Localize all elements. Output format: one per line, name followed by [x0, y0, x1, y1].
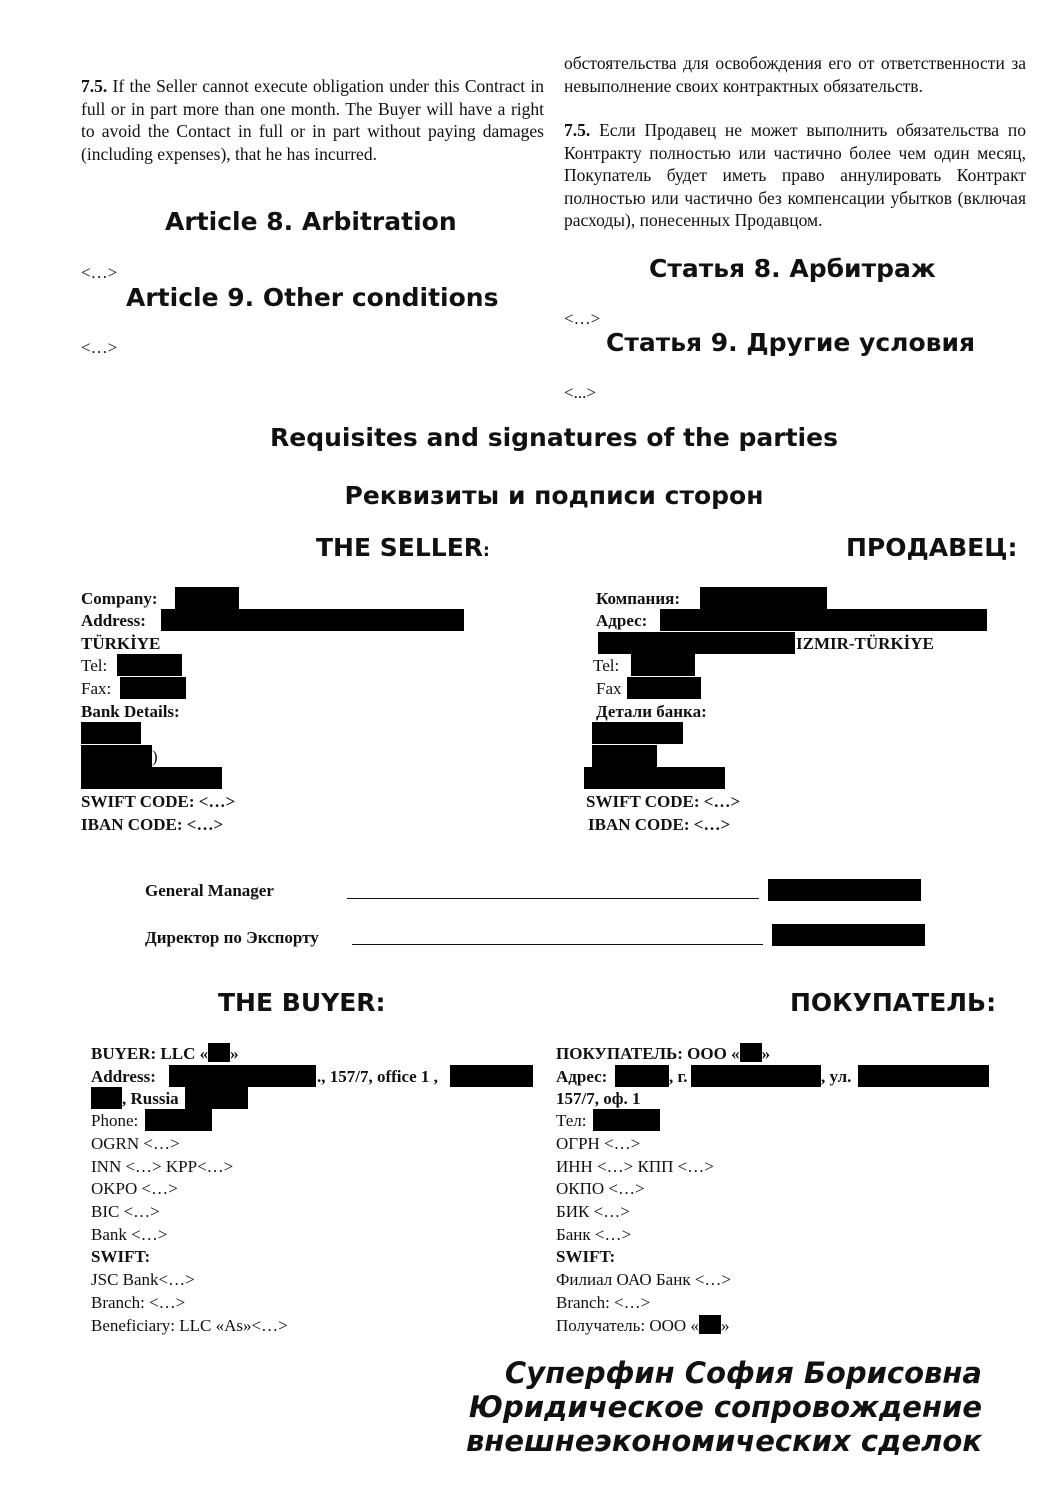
redaction — [740, 1043, 762, 1062]
redaction — [450, 1065, 533, 1087]
export-director-label: Директор по Экспорту — [145, 928, 319, 947]
seller-heading-en — [316, 533, 490, 562]
redaction — [660, 609, 987, 631]
seller-tel-label-ru: Tel: — [593, 656, 620, 675]
seller-fax-label: Fax: — [81, 679, 112, 698]
redaction — [185, 1087, 248, 1109]
author-name: Суперфин София Борисовна — [504, 1356, 982, 1390]
author-service: Юридическое сопровождение — [468, 1390, 982, 1424]
buyer-name-prefix: BUYER: LLC « — [91, 1044, 209, 1063]
buyer-address-label: Address: — [91, 1067, 156, 1086]
redaction — [81, 767, 222, 789]
requisites-title-ru: Реквизиты и подписи сторон — [344, 481, 764, 510]
buyer-name-suffix: » — [761, 1044, 771, 1063]
redaction — [772, 924, 925, 946]
seller-country: TÜRKİYE — [81, 634, 161, 653]
buyer-phone-label-ru: Тел: — [556, 1111, 587, 1130]
redaction — [700, 587, 827, 609]
buyer-bank-ru: Банк <…> — [556, 1225, 632, 1244]
redaction — [91, 1087, 122, 1109]
requisites-title-en: Requisites and signatures of the parties — [270, 423, 838, 452]
seller-bank-label: Bank Details: — [81, 702, 180, 721]
author-stamp — [466, 1356, 982, 1458]
redaction — [120, 677, 186, 699]
clause-number: 7.5. — [564, 120, 591, 140]
redaction — [169, 1065, 316, 1087]
redaction — [691, 1065, 821, 1087]
buyer-name-suffix: » — [230, 1044, 239, 1063]
buyer-recipient-ru — [556, 1315, 729, 1337]
buyer-bank: Bank <…> — [91, 1225, 168, 1244]
article-8-ellipsis-en: <…> — [81, 263, 118, 282]
buyer-address-street-ru: , ул. — [821, 1067, 852, 1086]
redaction — [858, 1065, 989, 1087]
seller-address-label-ru: Адрес: — [596, 611, 648, 630]
recipient-suffix: » — [720, 1316, 730, 1335]
seller-heading-text: THE SELLER — [316, 533, 484, 562]
redaction — [615, 1065, 669, 1087]
redaction — [117, 654, 182, 676]
redaction — [161, 609, 464, 631]
buyer-branch: Branch: <…> — [91, 1293, 186, 1312]
seller-heading-colon: : — [483, 541, 490, 561]
article-9-ellipsis-ru: <...> — [564, 383, 596, 402]
buyer-okpo: OKPO <…> — [91, 1179, 178, 1198]
buyer-name-ru — [556, 1043, 770, 1065]
redaction — [81, 745, 152, 767]
seller-bank-label-ru: Детали банка: — [596, 702, 707, 721]
clause-7-5-ru — [564, 119, 1026, 232]
redaction — [592, 745, 657, 767]
seller-bank-fragment: ) — [152, 747, 158, 766]
carryover-text-ru: обстоятельства для освобождения его от ответственности за невыполнение своих контрактных обязательств. — [564, 53, 1026, 96]
clause-number: 7.5. — [81, 76, 108, 96]
redaction — [593, 1109, 660, 1131]
buyer-inn-kpp-ru: ИНН <…> КПП <…> — [556, 1157, 714, 1176]
signature-line — [347, 898, 759, 899]
buyer-inn-kpp: INN <…> KPP<…> — [91, 1157, 234, 1176]
buyer-beneficiary: Beneficiary: LLC «As»<…> — [91, 1316, 288, 1335]
seller-address-label: Address: — [81, 611, 146, 630]
seller-swift-en: SWIFT CODE: <…> — [81, 792, 236, 811]
general-manager-label: General Manager — [145, 881, 274, 900]
seller-company-label: Company: — [81, 589, 158, 608]
buyer-address-label-ru: Адрес: — [556, 1067, 608, 1086]
redaction — [208, 1043, 230, 1062]
buyer-branch-ru: Branch: <…> — [556, 1293, 651, 1312]
article-9-ellipsis-en: <…> — [81, 338, 118, 357]
redaction — [592, 722, 683, 744]
seller-tel-label: Tel: — [81, 656, 108, 675]
buyer-jsc-bank: JSC Bank<…> — [91, 1270, 195, 1289]
redaction — [631, 654, 695, 676]
buyer-ogrn-ru: ОГРН <…> — [556, 1134, 641, 1153]
redaction — [145, 1109, 212, 1131]
buyer-phone-label: Phone: — [91, 1111, 139, 1130]
signature-line — [352, 944, 763, 945]
buyer-heading-en: THE BUYER: — [218, 988, 386, 1017]
buyer-branch-bank-ru: Филиал ОАО Банк <…> — [556, 1270, 732, 1289]
buyer-heading-ru: ПОКУПАТЕЛЬ: — [790, 988, 997, 1017]
buyer-ogrn: OGRN <…> — [91, 1134, 180, 1153]
redaction — [627, 677, 701, 699]
redaction — [175, 587, 239, 609]
seller-fax-label-ru: Fax — [596, 679, 622, 698]
seller-city-country-ru: IZMIR-TÜRKİYE — [796, 634, 934, 653]
article-8-title-ru: Статья 8. Арбитраж — [649, 254, 936, 283]
redaction — [81, 722, 141, 744]
buyer-address-country: , Russia — [122, 1089, 179, 1108]
redaction — [584, 767, 725, 789]
buyer-address-mid: ., 157/7, office 1 , — [317, 1067, 438, 1086]
seller-swift-ru: SWIFT CODE: <…> — [586, 792, 741, 811]
buyer-bic: BIC <…> — [91, 1202, 160, 1221]
buyer-bik-ru: БИК <…> — [556, 1202, 630, 1221]
buyer-address-city-ru: , г. — [669, 1067, 688, 1086]
buyer-address-line2-ru: 157/7, оф. 1 — [556, 1089, 641, 1108]
buyer-name-prefix: ПОКУПАТЕЛЬ: ООО « — [556, 1044, 740, 1063]
clause-7-5-en — [81, 75, 544, 165]
article-8-ellipsis-ru: <…> — [564, 309, 601, 328]
clause-text: If the Seller cannot execute obligation under this Contract in full or in part more than one month. The Buyer will have a right to avoid the Contact in full or in part without paying damages (including expenses), that he has incurred. — [81, 76, 544, 164]
buyer-swift-label: SWIFT: — [91, 1247, 151, 1266]
buyer-name-en — [91, 1043, 239, 1065]
article-8-title-en: Article 8. Arbitration — [165, 207, 457, 236]
buyer-swift-label-ru: SWIFT: — [556, 1247, 616, 1266]
author-service-2: внешнеэкономических сделок — [465, 1424, 982, 1458]
redaction — [699, 1315, 721, 1334]
redaction — [598, 632, 795, 654]
buyer-okpo-ru: ОКПО <…> — [556, 1179, 645, 1198]
clause-text: Если Продавец не может выполнить обязательства по Контракту полностью или частично более чем один месяц, Покупатель будет иметь право аннулировать Контракт полностью или частично без компенсации убытков (включая расходы), понесенных Продавцом. — [564, 120, 1026, 230]
recipient-prefix: Получатель: ООО « — [556, 1316, 699, 1335]
seller-iban-ru: IBAN CODE: <…> — [588, 815, 731, 834]
redaction — [768, 879, 921, 901]
article-9-title-ru: Статья 9. Другие условия — [606, 328, 976, 357]
seller-company-label-ru: Компания: — [596, 589, 680, 608]
seller-iban-en: IBAN CODE: <…> — [81, 815, 224, 834]
article-9-title-en: Article 9. Other conditions — [126, 283, 499, 312]
seller-heading-ru: ПРОДАВЕЦ: — [846, 533, 1018, 562]
